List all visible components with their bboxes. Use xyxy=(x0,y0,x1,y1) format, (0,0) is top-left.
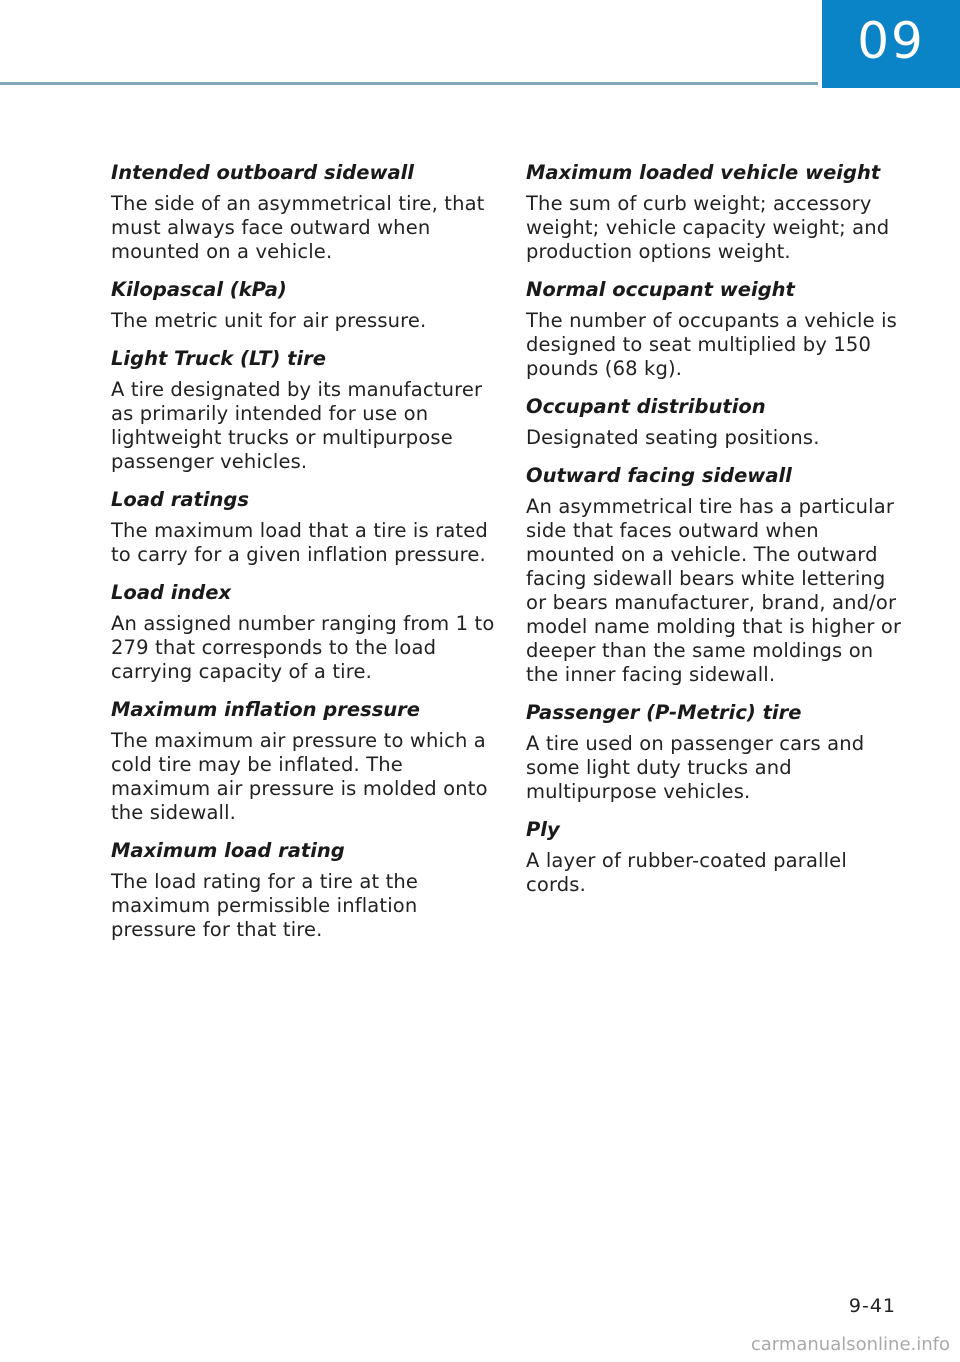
glossary-entry xyxy=(526,160,911,264)
glossary-term: Maximum inflation pressure xyxy=(111,698,421,721)
glossary-term: Normal occupant weight xyxy=(526,278,795,301)
glossary-definition: The side of an asymmetrical tire, that must always face outward when mounted on a vehicle. xyxy=(111,192,485,263)
glossary-term: Ply xyxy=(526,818,560,841)
glossary-entry xyxy=(526,394,911,450)
glossary-definition: A layer of rubber-coated parallel cords. xyxy=(526,849,847,896)
glossary-definition: A tire designated by its manufacturer as primarily intended for use on lightweight trucks or multipurpose passenger vehicles. xyxy=(111,378,483,473)
glossary-term: Light Truck (LT) tire xyxy=(111,347,326,370)
glossary-term: Maximum loaded vehicle weight xyxy=(526,161,881,184)
header-rule xyxy=(0,82,818,85)
glossary-definition: The load rating for a tire at the maximum permissible inflation pressure for that tire. xyxy=(111,870,419,941)
glossary-entry xyxy=(111,487,496,567)
chapter-tab xyxy=(822,0,960,88)
glossary-term: Outward facing sidewall xyxy=(526,464,792,487)
glossary-entry xyxy=(111,277,496,333)
glossary-term: Kilopascal (kPa) xyxy=(111,278,287,301)
glossary-definition: The maximum air pressure to which a cold tire may be inflated. The maximum air pressure is molded onto the sidewall. xyxy=(111,729,488,824)
glossary-entry xyxy=(526,463,911,687)
glossary-term: Intended outboard sidewall xyxy=(111,161,414,184)
right-column xyxy=(526,160,911,910)
glossary-entry xyxy=(526,277,911,381)
glossary-term: Passenger (P-Metric) tire xyxy=(526,701,802,724)
glossary-definition: The number of occupants a vehicle is designed to seat multiplied by 150 pounds (68 kg). xyxy=(526,309,897,380)
glossary-entry xyxy=(526,817,911,897)
watermark: carmanualsonline.info xyxy=(750,1334,950,1355)
glossary-definition: An asymmetrical tire has a particular side that faces outward when mounted on a vehicle. The outward facing sidewall bears white lettering or bears manufacturer, brand, and/or model name molding that is higher or deeper than the same moldings on the inner facing sidewall. xyxy=(526,495,902,686)
left-column xyxy=(111,160,496,955)
glossary-term: Load index xyxy=(111,581,232,604)
glossary-term: Occupant distribution xyxy=(526,395,766,418)
glossary-entry xyxy=(111,346,496,474)
glossary-definition: The metric unit for air pressure. xyxy=(111,309,427,332)
glossary-definition: The maximum load that a tire is rated to carry for a given inflation pressure. xyxy=(111,519,488,566)
glossary-entry xyxy=(111,838,496,942)
glossary-definition: An assigned number ranging from 1 to 279 that corresponds to the load carrying capacity of a tire. xyxy=(111,612,495,683)
page-number: 9-41 xyxy=(848,1295,896,1317)
glossary-entry xyxy=(111,697,496,825)
glossary-entry xyxy=(111,580,496,684)
glossary-definition: A tire used on passenger cars and some light duty trucks and multipurpose vehicles. xyxy=(526,732,865,803)
glossary-definition: The sum of curb weight; accessory weight; vehicle capacity weight; and production options weight. xyxy=(526,192,890,263)
glossary-definition: Designated seating positions. xyxy=(526,426,820,449)
glossary-entry xyxy=(526,700,911,804)
glossary-term: Maximum load rating xyxy=(111,839,345,862)
glossary-term: Load ratings xyxy=(111,488,249,511)
glossary-entry xyxy=(111,160,496,264)
chapter-number: 09 xyxy=(857,12,925,70)
